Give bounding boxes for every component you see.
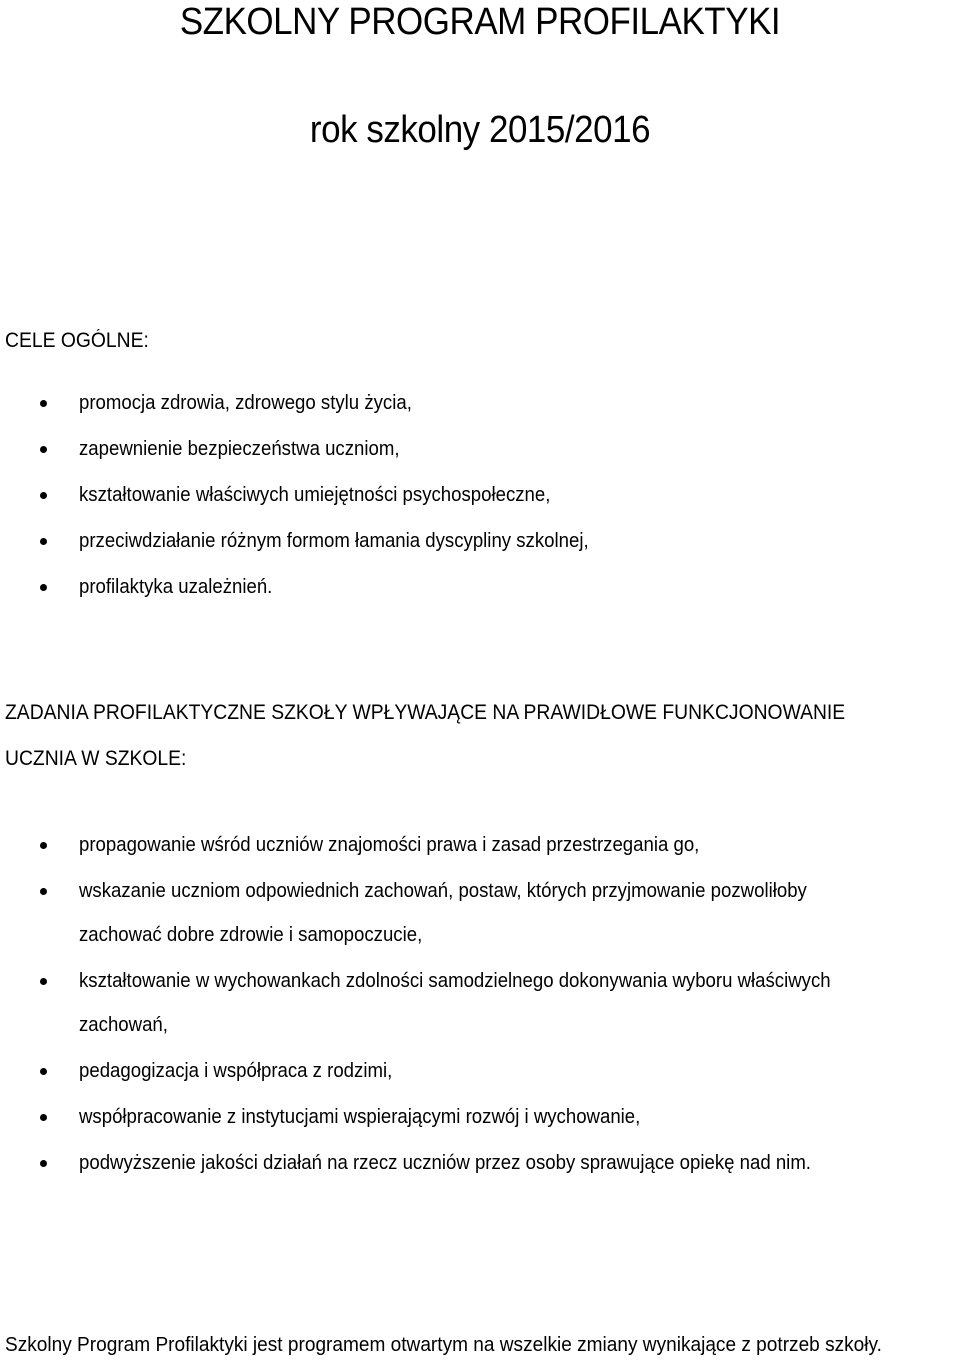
bullet-icon bbox=[40, 1114, 47, 1121]
list-item-text bbox=[79, 877, 879, 949]
school-year-title: rok szkolny 2015/2016 bbox=[309, 109, 651, 151]
list-item-text: kształtowanie właściwych umiejętności psychospołeczne, bbox=[79, 484, 551, 506]
list-item-text: zapewnienie bezpieczeństwa uczniom, bbox=[79, 438, 400, 460]
list-item-text: współpracowanie z instytucjami wspierającymi rozwój i wychowanie, bbox=[79, 1106, 641, 1128]
bullet-icon bbox=[40, 400, 47, 407]
list-item-text: podwyższenie jakości działań na rzecz uczniów przez osoby sprawujące opiekę nad nim. bbox=[79, 1152, 811, 1174]
list-item-line: zachować dobre zdrowie i samopoczucie, bbox=[79, 924, 423, 946]
section-heading-cele: CELE OGÓLNE: bbox=[5, 329, 149, 352]
list-item-text bbox=[79, 967, 879, 1039]
section-heading-zadania-continued: UCZNIA W SZKOLE: bbox=[5, 747, 187, 770]
list-item-line: zachowań, bbox=[79, 1014, 168, 1036]
section-heading-zadania: ZADANIA PROFILAKTYCZNE SZKOŁY WPŁYWAJĄCE NA PRAWIDŁOWE FUNKCJONOWANIE bbox=[5, 701, 846, 724]
list-item-text: pedagogizacja i współpraca z rodzimi, bbox=[79, 1060, 393, 1082]
bullet-icon bbox=[40, 978, 47, 985]
document-title: SZKOLNY PROGRAM PROFILAKTYKI bbox=[179, 1, 781, 43]
bullet-icon bbox=[40, 1160, 47, 1167]
bullet-icon bbox=[40, 492, 47, 499]
bullet-icon bbox=[40, 888, 47, 895]
footer-note: Szkolny Program Profilaktyki jest programem otwartym na wszelkie zmiany wynikające z potrzeb szkoły. bbox=[5, 1333, 882, 1356]
bullet-icon bbox=[40, 842, 47, 849]
bullet-icon bbox=[40, 446, 47, 453]
bullet-icon bbox=[40, 538, 47, 545]
list-item-text: promocja zdrowia, zdrowego stylu życia, bbox=[79, 392, 412, 414]
bullet-icon bbox=[40, 584, 47, 591]
bullet-icon bbox=[40, 1068, 47, 1075]
list-item-text: propagowanie wśród uczniów znajomości prawa i zasad przestrzegania go, bbox=[79, 834, 700, 856]
list-item-text: przeciwdziałanie różnym formom łamania dyscypliny szkolnej, bbox=[79, 530, 589, 552]
list-item-text: profilaktyka uzależnień. bbox=[79, 576, 273, 598]
list-item-line: kształtowanie w wychowankach zdolności samodzielnego dokonywania wyboru właściwych bbox=[79, 970, 831, 992]
list-item-line: wskazanie uczniom odpowiednich zachowań, postaw, których przyjmowanie pozwoliłoby bbox=[79, 880, 807, 902]
